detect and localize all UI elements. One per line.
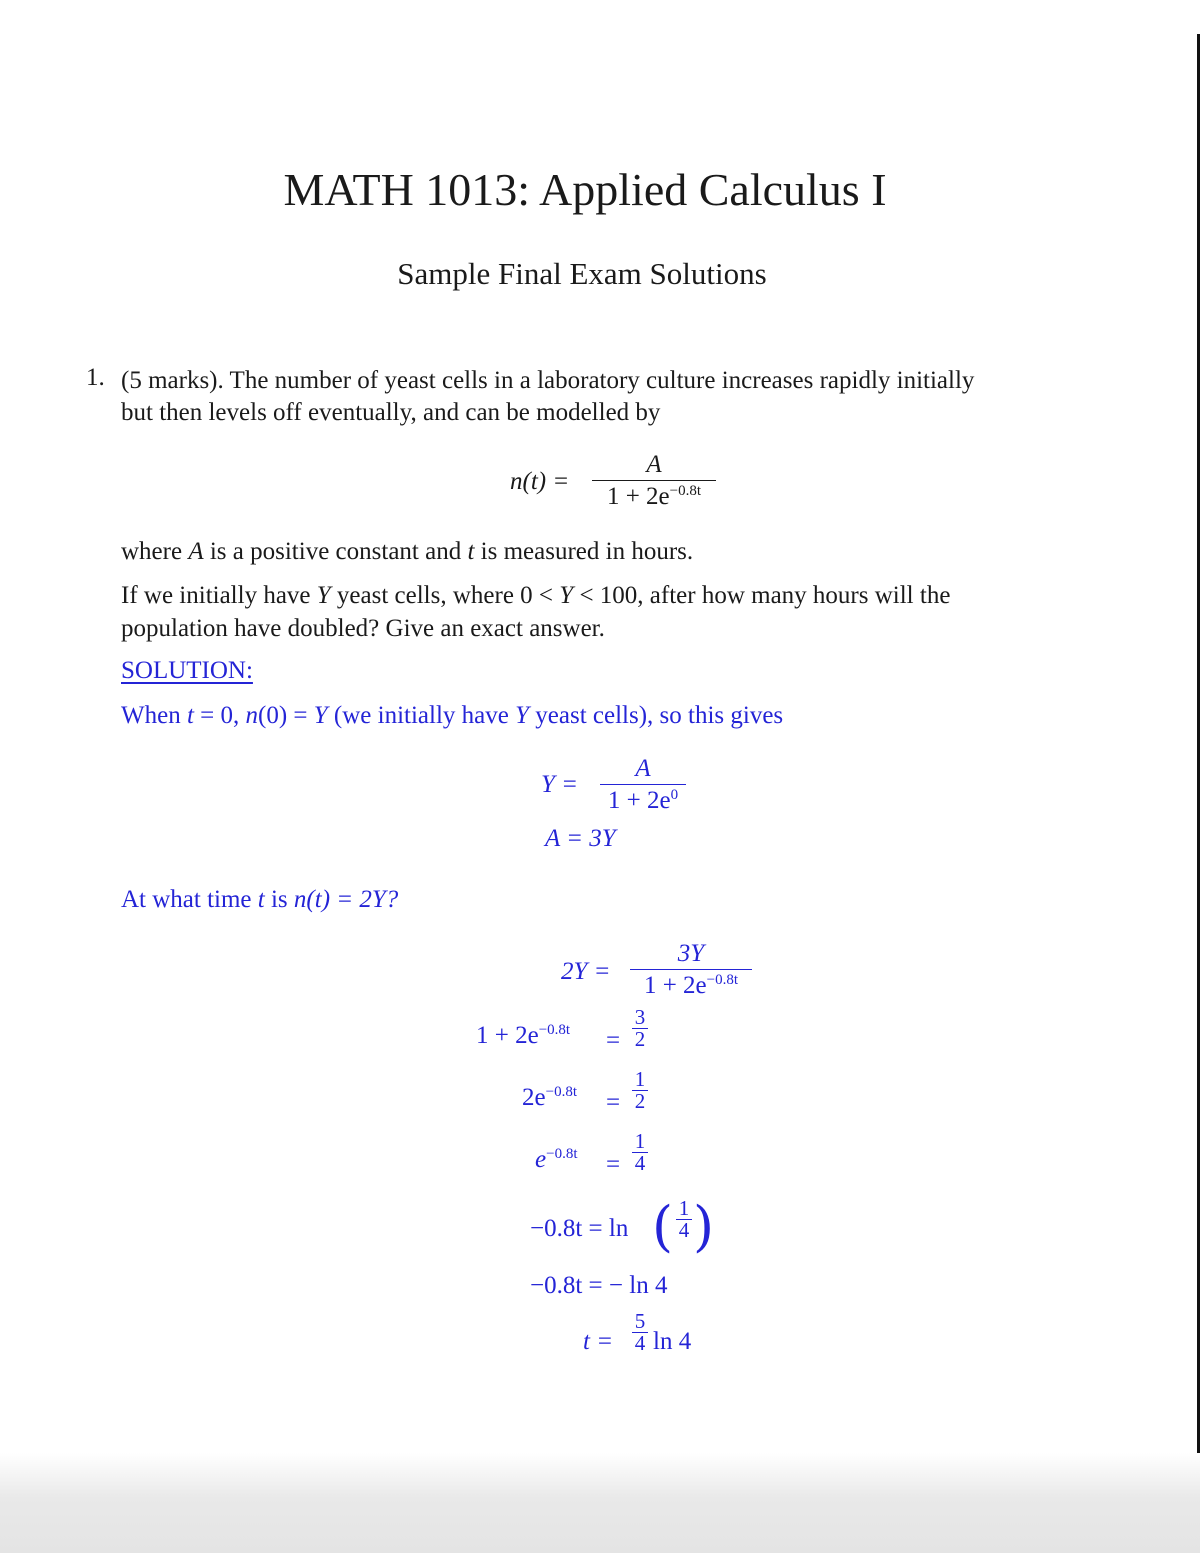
step4-lhs: $e^{-0.8t}$	[535, 1146, 578, 1173]
model-fraction	[592, 449, 716, 512]
step2-fraction	[632, 1007, 648, 1050]
step3-equals: =	[606, 1089, 621, 1116]
question-intro-line1: (5 marks). The number of yeast cells in a laboratory culture increases rapidly initially	[121, 367, 975, 394]
step1-lhs: 2Y =	[561, 958, 611, 985]
step3-fraction	[632, 1069, 648, 1112]
if-line2: population have doubled? Give an exact answer.	[121, 615, 605, 642]
step5-denominator: 4	[678, 1218, 690, 1242]
eq1-lhs: Y =	[541, 771, 579, 798]
document-subtitle: Sample Final Exam Solutions	[397, 256, 767, 291]
step7-fraction	[632, 1311, 648, 1354]
step3-numerator: 1	[634, 1067, 646, 1091]
step5-numerator: 1	[678, 1196, 690, 1220]
step7-denominator: 4	[634, 1331, 646, 1355]
step7-rhs: ln 4	[653, 1328, 692, 1355]
step1-denominator: $1 + 2e^{-0.8t}$	[643, 972, 739, 999]
step4-fraction	[632, 1131, 648, 1174]
step4-numerator: 1	[634, 1129, 646, 1153]
page-bottom-shadow	[0, 1453, 1200, 1553]
eq1-numerator: A	[635, 755, 651, 782]
step2-denominator: 2	[634, 1027, 646, 1051]
solution-when-line: When t = 0, n(0) = Y (we initially have Y yeast cells), so this gives	[121, 702, 784, 729]
solution-question-line: At what time t is n(t) = 2Y?	[121, 886, 399, 913]
right-paren: )	[693, 1195, 715, 1258]
model-lhs: n(t) =	[510, 468, 570, 495]
eq1-denominator: $1 + 2e^0$	[607, 787, 679, 814]
step3-denominator: 2	[634, 1089, 646, 1113]
step2-equals: =	[606, 1027, 621, 1054]
step4-denominator: 4	[634, 1151, 646, 1175]
if-line1: If we initially have Y yeast cells, where 0 < Y < 100, after how many hours will the	[121, 582, 951, 609]
step7-numerator: 5	[634, 1309, 646, 1333]
where-line: where A is a positive constant and t is measured in hours.	[121, 538, 694, 565]
question-intro-line2: but then levels off eventually, and can be modelled by	[121, 399, 661, 426]
step1-numerator: 3Y	[677, 940, 705, 967]
question-number: 1.	[86, 364, 105, 391]
model-denominator: $1 + 2e^{-0.8t}$	[606, 483, 702, 510]
left-paren: (	[652, 1195, 674, 1258]
eq1-fraction	[600, 753, 686, 816]
step2-numerator: 3	[634, 1005, 646, 1029]
step5-fraction	[676, 1198, 692, 1241]
step4-equals: =	[606, 1151, 621, 1178]
step5-lhs: −0.8t = ln	[530, 1215, 629, 1242]
document-title: MATH 1013: Applied Calculus I	[283, 164, 887, 215]
step7-lhs: t =	[583, 1328, 614, 1355]
solution-heading: SOLUTION:	[121, 657, 253, 684]
step2-lhs: $1 + 2e^{-0.8t}$	[476, 1022, 571, 1049]
step1-fraction	[630, 938, 752, 1001]
eq2: A = 3Y	[545, 825, 616, 852]
model-numerator: A	[646, 451, 662, 478]
step6: −0.8t = − ln 4	[530, 1272, 668, 1299]
step3-lhs: $2e^{-0.8t}$	[522, 1084, 577, 1111]
